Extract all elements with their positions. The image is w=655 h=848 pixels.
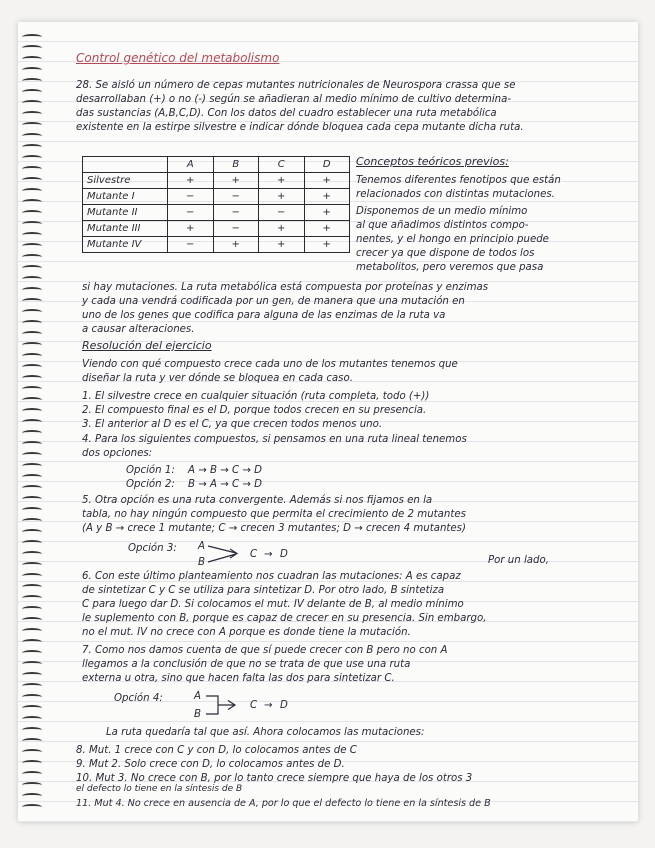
concepts-line: nentes, y el hongo en principio puede: [356, 234, 549, 245]
table-cell: −: [213, 221, 259, 237]
table-row: [83, 221, 350, 237]
spiral-coil: [22, 221, 42, 227]
node-d: D: [280, 700, 288, 711]
spiral-coil: [22, 672, 42, 678]
spiral-coil: [22, 738, 42, 744]
spiral-coil: [22, 793, 42, 799]
spiral-coil: [22, 595, 42, 601]
spiral-coil: [22, 496, 42, 502]
table-cell: −: [168, 205, 214, 221]
step-item: de sintetizar C y C se utiliza para sintetizar D. Por otro lado, B sintetiza: [82, 585, 445, 596]
spiral-coil: [22, 166, 42, 172]
concepts-line: metabolitos, pero veremos que pasa: [356, 262, 544, 273]
step-item: 2. El compuesto final es el D, porque todos crecen en su presencia.: [82, 405, 427, 416]
spiral-coil: [22, 144, 42, 150]
spiral-coil: [22, 34, 42, 40]
spiral-coil: [22, 485, 42, 491]
paragraph-line: y cada una vendrá codificada por un gen, de manera que una mutación en: [82, 296, 465, 307]
spiral-coil: [22, 705, 42, 711]
spiral-coil: [22, 452, 42, 458]
spiral-coil: [22, 782, 42, 788]
paragraph-line: a causar alteraciones.: [82, 324, 195, 335]
spiral-coil: [22, 177, 42, 183]
spiral-coil: [22, 441, 42, 447]
intro-line: Viendo con qué compuesto crece cada uno de los mutantes tenemos que: [82, 359, 458, 370]
spiral-coil: [22, 771, 42, 777]
option-1-path: A → B → C → D: [188, 465, 262, 476]
spiral-coil: [22, 573, 42, 579]
concepts-heading: Conceptos teóricos previos:: [356, 155, 509, 168]
table-cell: +: [304, 173, 350, 189]
spiral-coil: [22, 716, 42, 722]
row-label: Mutante II: [83, 205, 168, 221]
spiral-coil: [22, 540, 42, 546]
spiral-coil: [22, 78, 42, 84]
mutation-item: 10. Mut 3. No crece con B, por lo tanto crece siempre que haya de los otros 3: [76, 773, 473, 784]
table-cell: −: [213, 189, 259, 205]
spiral-coil: [22, 56, 42, 62]
arrow-glyph: →: [264, 549, 273, 560]
step-item: 7. Como nos damos cuenta de que sí puede crecer con B pero no con A: [82, 645, 448, 656]
spiral-coil: [22, 617, 42, 623]
node-b: B: [194, 709, 201, 720]
table-row: [83, 189, 350, 205]
spiral-coil: [22, 298, 42, 304]
step-item: 6. Con este último planteamiento nos cuadran las mutaciones: A es capaz: [82, 571, 461, 582]
spiral-coil: [22, 133, 42, 139]
spiral-coil: [22, 342, 42, 348]
table-cell: +: [304, 237, 350, 253]
table-cell: −: [168, 237, 214, 253]
spiral-coil: [22, 254, 42, 260]
table-cell: +: [213, 237, 259, 253]
arrow-glyph: →: [264, 700, 273, 711]
spiral-coil: [22, 518, 42, 524]
step-item: 4. Para los siguientes compuestos, si pensamos en una ruta lineal tenemos: [82, 434, 467, 445]
spiral-coil: [22, 287, 42, 293]
mutation-item: 8. Mut. 1 crece con C y con D, lo colocamos antes de C: [76, 745, 357, 756]
spiral-coil: [22, 529, 42, 535]
spiral-coil: [22, 89, 42, 95]
spiral-coil: [22, 67, 42, 73]
spiral-coil: [22, 155, 42, 161]
concepts-line: Disponemos de un medio mínimo: [356, 206, 528, 217]
table-row: [83, 205, 350, 221]
paragraph-line: si hay mutaciones. La ruta metabólica está compuesta por proteínas y enzimas: [82, 282, 489, 293]
spiral-coil: [22, 320, 42, 326]
spiral-coil: [22, 364, 42, 370]
concepts-line: Tenemos diferentes fenotipos que están: [356, 175, 561, 186]
table-cell: +: [304, 205, 350, 221]
table-header-cell: [83, 157, 168, 173]
margin-note: Por un lado,: [488, 555, 549, 566]
table-header-row: [83, 157, 350, 173]
problem-line: das sustancias (A,B,C,D). Con los datos del cuadro establecer una ruta metabólica: [76, 108, 497, 119]
option-2-label: Opción 2:: [126, 479, 175, 490]
step-item: (A y B → crece 1 mutante; C → crecen 3 mutantes; D → crecen 4 mutantes): [82, 523, 466, 534]
node-a: A: [194, 691, 201, 702]
concepts-line: al que añadimos distintos compo-: [356, 220, 529, 231]
concepts-line: crecer ya que dispone de todos los: [356, 248, 535, 259]
spiral-coil: [22, 760, 42, 766]
spiral-coil: [22, 683, 42, 689]
table-cell: +: [259, 189, 305, 205]
closing-line: La ruta quedaría tal que así. Ahora colocamos las mutaciones:: [106, 727, 425, 738]
table-cell: +: [168, 221, 214, 237]
step-item: 3. El anterior al D es el C, ya que crecen todos menos uno.: [82, 419, 383, 430]
option-3-label: Opción 3:: [128, 543, 177, 554]
table-cell: +: [304, 221, 350, 237]
table-row: [83, 237, 350, 253]
step-item: C para luego dar D. Si colocamos el mut. IV delante de B, al medio mínimo: [82, 599, 464, 610]
step-item: tabla, no hay ningún compuesto que permita el crecimiento de 2 mutantes: [82, 509, 466, 520]
table-cell: −: [259, 205, 305, 221]
spiral-coil: [22, 100, 42, 106]
step-item: le suplemento con B, porque es capaz de crecer en su presencia. Sin embargo,: [82, 613, 487, 624]
spiral-coil: [22, 650, 42, 656]
converging-arrow-icon: [206, 540, 246, 568]
spiral-coil: [22, 694, 42, 700]
spiral-coil: [22, 727, 42, 733]
table-cell: +: [168, 173, 214, 189]
resolution-heading: Resolución del ejercicio: [82, 339, 212, 352]
option-2-path: B → A → C → D: [188, 479, 262, 490]
spiral-coil: [22, 397, 42, 403]
spiral-coil: [22, 265, 42, 271]
spiral-coil: [22, 661, 42, 667]
step-item: no el mut. IV no crece con A porque es donde tiene la mutación.: [82, 627, 411, 638]
step-item: 5. Otra opción es una ruta convergente. Además si nos fijamos en la: [82, 495, 433, 506]
spiral-coil: [22, 331, 42, 337]
table-cell: +: [259, 173, 305, 189]
spiral-coil: [22, 122, 42, 128]
row-label: Mutante IV: [83, 237, 168, 253]
option-4-label: Opción 4:: [114, 693, 163, 704]
problem-line: 28. Se aisló un número de cepas mutantes nutricionales de Neurospora crassa que se: [76, 80, 516, 91]
spiral-coil: [22, 111, 42, 117]
node-a: A: [198, 541, 205, 552]
spiral-coil: [22, 309, 42, 315]
spiral-coil: [22, 562, 42, 568]
spiral-coil: [22, 276, 42, 282]
bracket-arrow-icon: [204, 691, 244, 719]
problem-line: desarrollaban (+) o no (-) según se añadieran al medio mínimo de cultivo determina-: [76, 94, 512, 105]
spiral-coil: [22, 507, 42, 513]
spiral-coil: [22, 430, 42, 436]
row-label: Silvestre: [83, 173, 168, 189]
intro-line: diseñar la ruta y ver dónde se bloquea en cada caso.: [82, 373, 353, 384]
spiral-coil: [22, 474, 42, 480]
row-label: Mutante I: [83, 189, 168, 205]
table-header-cell: A: [168, 157, 214, 173]
node-b: B: [198, 557, 205, 568]
spiral-coil: [22, 639, 42, 645]
table-cell: −: [213, 205, 259, 221]
spiral-coil: [22, 232, 42, 238]
spiral-coil: [22, 804, 42, 810]
spiral-coil: [22, 243, 42, 249]
spiral-coil: [22, 188, 42, 194]
table-cell: +: [213, 173, 259, 189]
mutation-item: el defecto lo tiene en la síntesis de B: [76, 784, 243, 794]
table-cell: +: [259, 221, 305, 237]
step-item: llegamos a la conclusión de que no se trata de que use una ruta: [82, 659, 411, 670]
spiral-coil: [22, 375, 42, 381]
step-item: externa u otra, sino que hacen falta las dos para sintetizar C.: [82, 673, 395, 684]
mutant-growth-table: [82, 156, 350, 253]
node-d: D: [280, 549, 288, 560]
paragraph-line: uno de los genes que codifica para alguna de las enzimas de la ruta va: [82, 310, 446, 321]
spiral-coil: [22, 45, 42, 51]
mutation-item: 9. Mut 2. Solo crece con D, lo colocamos antes de D.: [76, 759, 345, 770]
table-row: [83, 173, 350, 189]
table-cell: −: [168, 189, 214, 205]
spiral-coil: [22, 210, 42, 216]
spiral-coil: [22, 408, 42, 414]
step-item: dos opciones:: [82, 448, 153, 459]
spiral-coil: [22, 463, 42, 469]
spiral-coil: [22, 419, 42, 425]
spiral-binding: [18, 22, 40, 822]
node-c: C: [250, 700, 258, 711]
spiral-coil: [22, 749, 42, 755]
table-header-cell: C: [259, 157, 305, 173]
option-1-label: Opción 1:: [126, 465, 175, 476]
table-header-cell: B: [213, 157, 259, 173]
spiral-coil: [22, 628, 42, 634]
problem-line: existente en la estirpe silvestre e indicar dónde bloquea cada cepa mutante dicha ruta.: [76, 122, 524, 133]
page-title: Control genético del metabolismo: [76, 51, 280, 65]
spiral-coil: [22, 584, 42, 590]
row-label: Mutante III: [83, 221, 168, 237]
spiral-coil: [22, 386, 42, 392]
table-cell: +: [304, 189, 350, 205]
spiral-coil: [22, 551, 42, 557]
node-c: C: [250, 549, 258, 560]
table-header-cell: D: [304, 157, 350, 173]
spiral-coil: [22, 353, 42, 359]
spiral-coil: [22, 199, 42, 205]
spiral-coil: [22, 606, 42, 612]
step-item: 1. El silvestre crece en cualquier situación (ruta completa, todo (+)): [82, 391, 430, 402]
table-cell: +: [259, 237, 305, 253]
mutation-item: 11. Mut 4. No crece en ausencia de A, por lo que el defecto lo tiene en la síntesis de B: [76, 798, 491, 809]
notebook-page: [18, 22, 638, 822]
concepts-line: relacionados con distintas mutaciones.: [356, 189, 555, 200]
